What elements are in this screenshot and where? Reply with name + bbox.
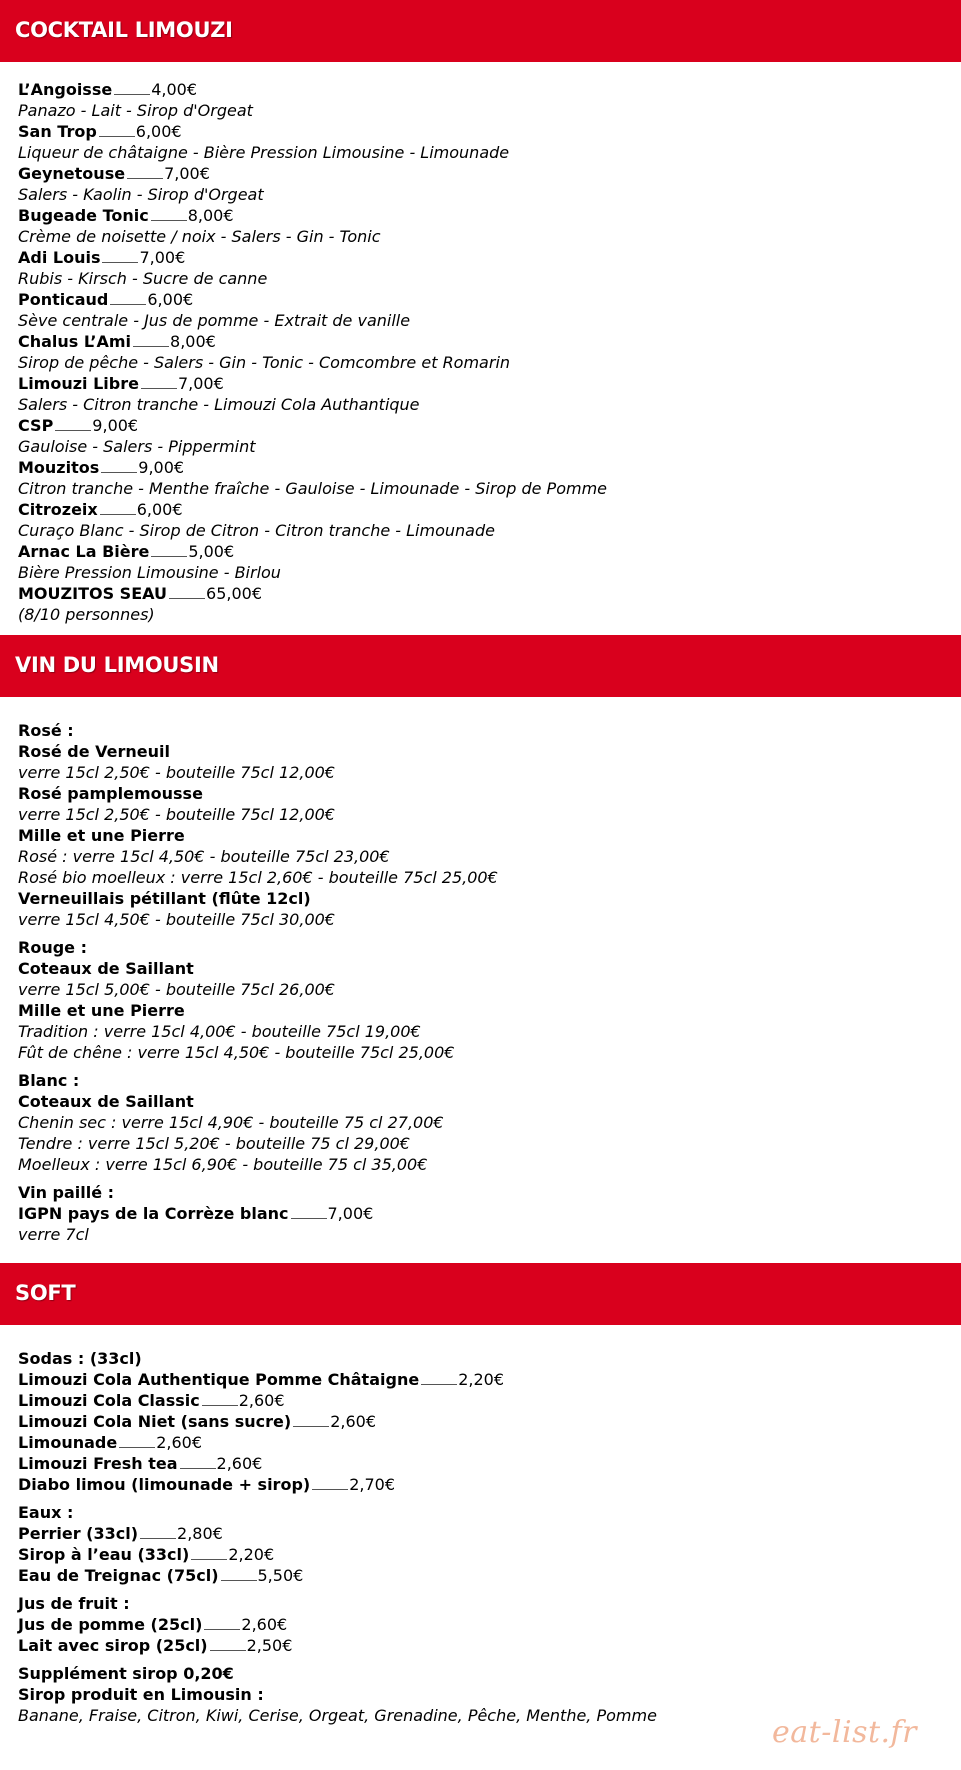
wine-name: Coteaux de Saillant [18,959,194,978]
cocktail-name: Adi Louis [18,248,101,267]
soft-price: 5,50€ [257,1566,304,1585]
soft-group-heading: Eaux : [18,1503,74,1522]
soft-price: 2,60€ [238,1391,285,1410]
section-header-cocktail: COCKTAIL LIMOUZI [0,0,961,62]
soft-name: Sirop à l’eau (33cl) [18,1545,190,1564]
cocktail-desc: Citron tranche - Menthe fraîche - Gauloise - Limounade - Sirop de Pomme [18,479,607,498]
cocktail-name: MOUZITOS SEAU [18,584,168,603]
cocktail-name: L’Angoisse [18,80,113,99]
wine-desc: verre 7cl [18,1225,89,1244]
soft-group-eaux [18,1502,948,1586]
soft-group-heading: Jus de fruit : [18,1594,130,1613]
cocktail-item [18,499,948,541]
soft-name: Eau de Treignac (75cl) [18,1566,219,1585]
cocktail-item [18,331,948,373]
wine-desc: Chenin sec : verre 15cl 4,90€ - bouteille 75 cl 27,00€ [18,1113,444,1132]
cocktail-list [18,79,948,625]
wine-group-rose [18,720,948,930]
cocktail-price: 6,00€ [135,122,182,141]
soft-name: Limouzi Cola Classic [18,1391,200,1410]
soft-name: Limouzi Fresh tea [18,1454,178,1473]
soft-price: 2,50€ [246,1636,293,1655]
cocktail-price: 65,00€ [206,584,262,603]
cocktail-name: Mouzitos [18,458,100,477]
cocktail-desc: Gauloise - Salers - Pippermint [18,437,256,456]
soft-group-heading: Sodas : (33cl) [18,1349,142,1368]
cocktail-price: 6,00€ [147,290,194,309]
soft-name: Diabo limou (limounade + sirop) [18,1475,311,1494]
soft-price: 2,60€ [216,1454,263,1473]
cocktail-item [18,583,948,625]
cocktail-price: 5,00€ [188,542,235,561]
soft-price: 2,20€ [228,1545,275,1564]
soft-group-jus [18,1593,948,1656]
wine-desc: Tendre : verre 15cl 5,20€ - bouteille 75 cl 29,00€ [18,1134,410,1153]
soft-price: 2,60€ [241,1615,288,1634]
cocktail-name: Citrozeix [18,500,98,519]
cocktail-item [18,163,948,205]
cocktail-name: Bugeade Tonic [18,206,149,225]
sirop-list: Banane, Fraise, Citron, Kiwi, Cerise, Orgeat, Grenadine, Pêche, Menthe, Pomme [18,1706,657,1725]
wine-group-heading: Rouge : [18,938,87,957]
cocktail-price: 9,00€ [138,458,185,477]
cocktail-desc: Sirop de pêche - Salers - Gin - Tonic - Comcombre et Romarin [18,353,511,372]
cocktail-price: 7,00€ [177,374,224,393]
cocktail-item [18,415,948,457]
wine-group-blanc [18,1070,948,1175]
cocktail-item [18,247,948,289]
wine-price: 7,00€ [327,1204,374,1223]
cocktail-price: 9,00€ [92,416,139,435]
soft-name: Lait avec sirop (25cl) [18,1636,208,1655]
soft-price: 2,70€ [349,1475,396,1494]
soft-list [18,1348,948,1726]
sirop-heading: Sirop produit en Limousin : [18,1685,264,1704]
wine-name: Mille et une Pierre [18,826,185,845]
cocktail-desc: Curaço Blanc - Sirop de Citron - Citron tranche - Limounade [18,521,495,540]
wine-name: Rosé de Verneuil [18,742,170,761]
cocktail-item [18,79,948,121]
soft-item [18,1474,948,1495]
cocktail-item [18,373,948,415]
cocktail-price: 4,00€ [151,80,198,99]
wine-desc: Fût de chêne : verre 15cl 4,50€ - bouteille 75cl 25,00€ [18,1043,455,1062]
soft-item [18,1523,948,1544]
wine-group-heading: Blanc : [18,1071,80,1090]
soft-group-sodas [18,1348,948,1495]
wine-group-paille [18,1182,948,1245]
wine-desc: verre 15cl 4,50€ - bouteille 75cl 30,00€ [18,910,335,929]
cocktail-desc: Liqueur de châtaigne - Bière Pression Limousine - Limounade [18,143,510,162]
soft-price: 2,60€ [330,1412,377,1431]
cocktail-name: San Trop [18,122,97,141]
wine-name: IGPN pays de la Corrèze blanc [18,1204,289,1223]
section-header-soft: SOFT [0,1263,961,1325]
sirop-supplement: Supplément sirop 0,20€ [18,1664,234,1683]
cocktail-desc: Sève centrale - Jus de pomme - Extrait de vanille [18,311,411,330]
cocktail-price: 7,00€ [139,248,186,267]
wine-group-heading: Vin paillé : [18,1183,115,1202]
watermark-text: eat-list.fr [772,1715,917,1750]
soft-item [18,1411,948,1432]
wine-name: Rosé pamplemousse [18,784,203,803]
cocktail-desc: Rubis - Kirsch - Sucre de canne [18,269,268,288]
wine-desc: Moelleux : verre 15cl 6,90€ - bouteille 75 cl 35,00€ [18,1155,428,1174]
cocktail-item [18,205,948,247]
wine-desc: Tradition : verre 15cl 4,00€ - bouteille 75cl 19,00€ [18,1022,421,1041]
wine-desc: Rosé : verre 15cl 4,50€ - bouteille 75cl 23,00€ [18,847,390,866]
cocktail-name: Chalus L’Ami [18,332,132,351]
cocktail-name: Limouzi Libre [18,374,139,393]
wine-list [18,720,948,1245]
soft-price: 2,60€ [156,1433,203,1452]
section-header-wine: VIN DU LIMOUSIN [0,635,961,697]
cocktail-item [18,541,948,583]
cocktail-name: CSP [18,416,54,435]
cocktail-item [18,457,948,499]
soft-name: Limounade [18,1433,118,1452]
soft-name: Limouzi Cola Authentique Pomme Châtaigne [18,1370,420,1389]
wine-desc: verre 15cl 2,50€ - bouteille 75cl 12,00€ [18,763,335,782]
soft-item [18,1635,948,1656]
cocktail-desc: Crème de noisette / noix - Salers - Gin - Tonic [18,227,381,246]
cocktail-price: 8,00€ [187,206,234,225]
wine-desc: verre 15cl 5,00€ - bouteille 75cl 26,00€ [18,980,335,999]
soft-item [18,1432,948,1453]
cocktail-desc: Bière Pression Limousine - Birlou [18,563,281,582]
wine-name: Coteaux de Saillant [18,1092,194,1111]
wine-name: Verneuillais pétillant (flûte 12cl) [18,889,311,908]
soft-item [18,1369,948,1390]
soft-item [18,1614,948,1635]
cocktail-item [18,289,948,331]
wine-desc: Rosé bio moelleux : verre 15cl 2,60€ - bouteille 75cl 25,00€ [18,868,498,887]
wine-name: Mille et une Pierre [18,1001,185,1020]
soft-name: Limouzi Cola Niet (sans sucre) [18,1412,292,1431]
wine-group-heading: Rosé : [18,721,74,740]
soft-price: 2,20€ [458,1370,504,1389]
cocktail-desc: (8/10 personnes) [18,605,155,624]
wine-group-rouge [18,937,948,1063]
cocktail-name: Ponticaud [18,290,109,309]
soft-item [18,1390,948,1411]
cocktail-price: 8,00€ [170,332,216,351]
cocktail-price: 7,00€ [164,164,210,183]
cocktail-name: Geynetouse [18,164,126,183]
wine-desc: verre 15cl 2,50€ - bouteille 75cl 12,00€ [18,805,335,824]
soft-item [18,1565,948,1586]
cocktail-desc: Salers - Kaolin - Sirop d'Orgeat [18,185,264,204]
soft-item [18,1544,948,1565]
soft-name: Perrier (33cl) [18,1524,139,1543]
cocktail-name: Arnac La Bière [18,542,150,561]
cocktail-price: 6,00€ [136,500,183,519]
cocktail-desc: Salers - Citron tranche - Limouzi Cola Authantique [18,395,420,414]
cocktail-desc: Panazo - Lait - Sirop d'Orgeat [18,101,253,120]
cocktail-item [18,121,948,163]
soft-name: Jus de pomme (25cl) [18,1615,203,1634]
soft-price: 2,80€ [177,1524,223,1543]
soft-item [18,1453,948,1474]
